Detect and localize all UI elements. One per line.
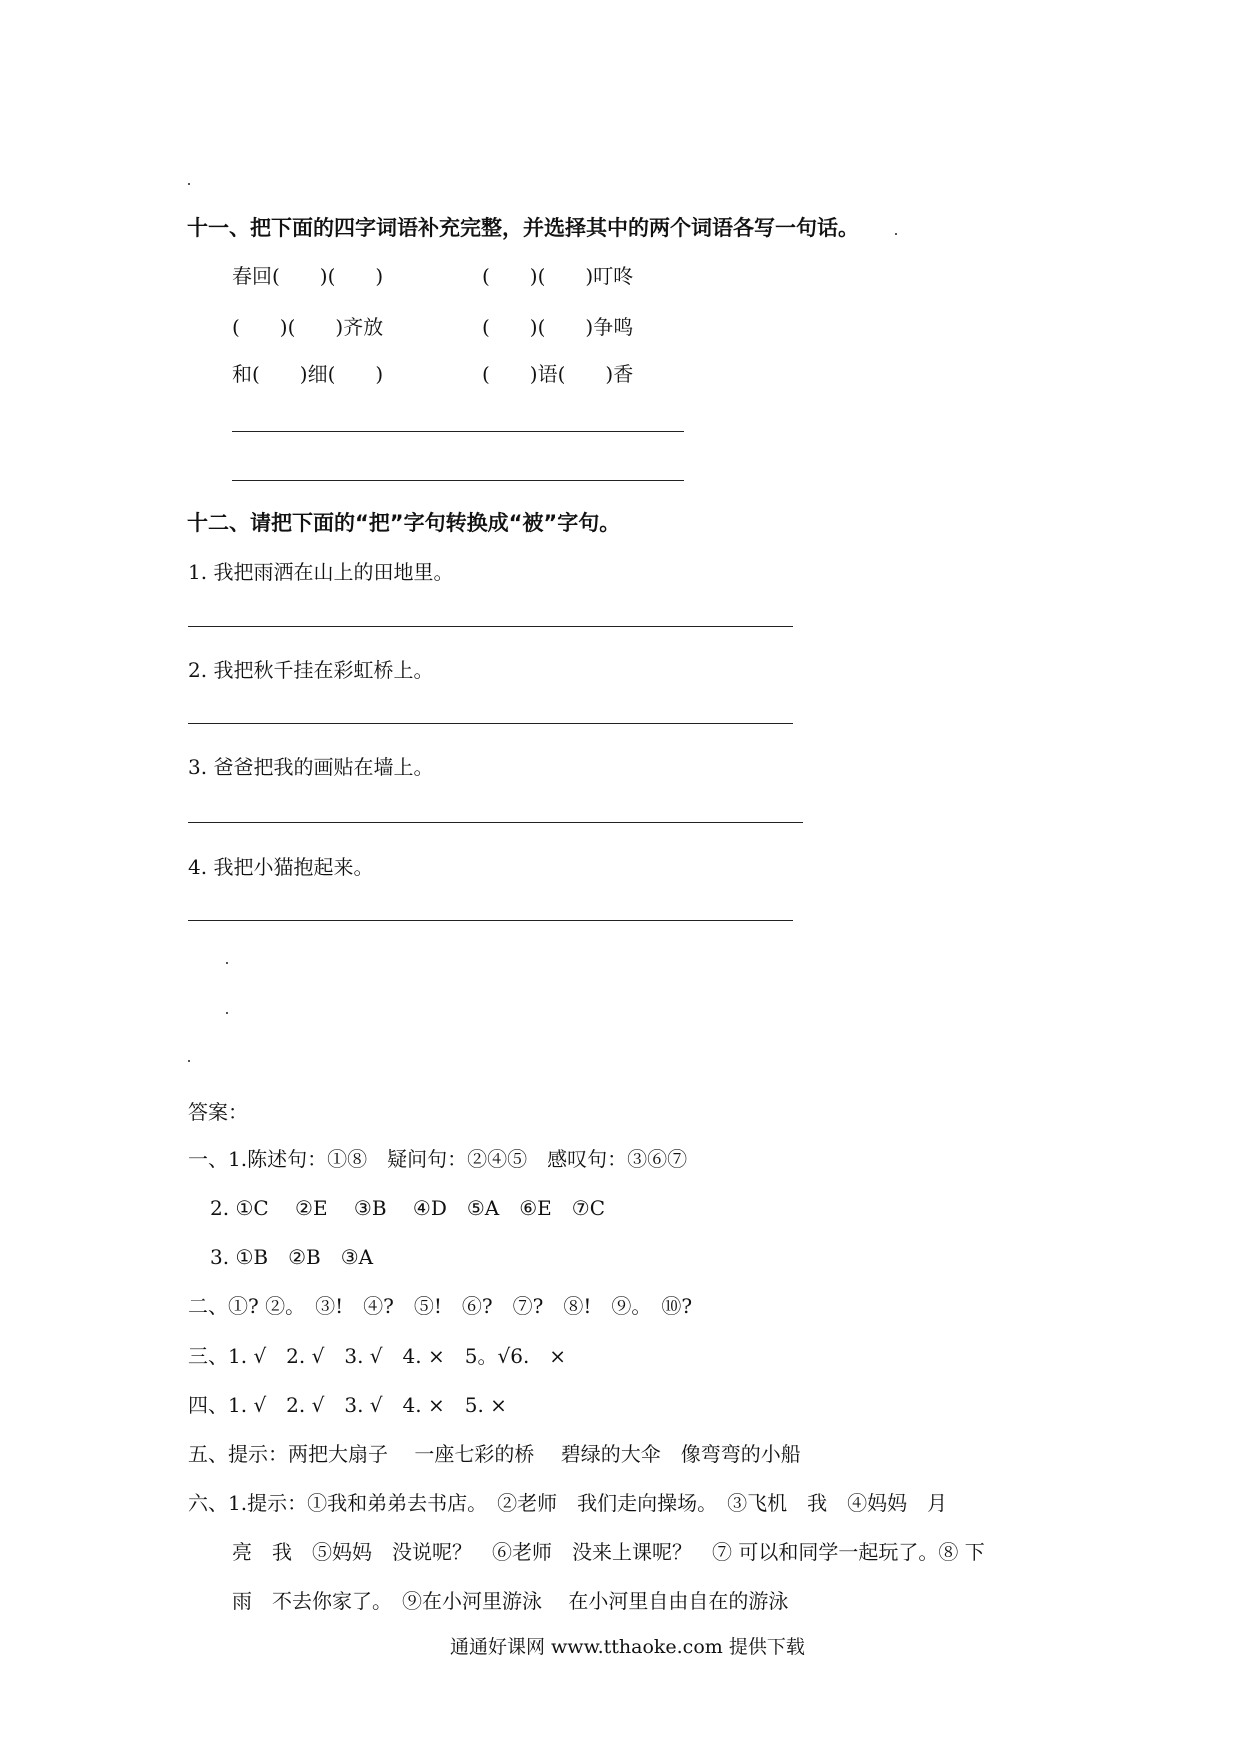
scan-dot: [895, 233, 897, 235]
answer-line-6-cont: 亮 我 ⑤妈妈 没说呢？ ⑥老师 没来上课呢？ ⑦ 可以和同学一起玩了。⑧ 下: [232, 1540, 985, 1564]
section-12-title: 十二、请把下面的“把”字句转换成“被”字句。: [187, 511, 621, 535]
answer-line-3: 三、1. √ 2. √ 3. √ 4. × 5。√6. ×: [188, 1344, 567, 1368]
answer-line: [188, 723, 793, 724]
scan-dot: [188, 1060, 190, 1062]
sentence-item: 2. 我把秋千挂在彩虹桥上。: [188, 658, 434, 682]
footer-credit: 通通好课网 www.tthaoke.com 提供下载: [450, 1636, 805, 1658]
sentence-item: 3. 爸爸把我的画贴在墙上。: [188, 755, 434, 779]
answer-line-5: 五、提示：两把大扇子 一座七彩的桥 碧绿的大伞 像弯弯的小船: [188, 1442, 801, 1466]
idiom-blank: 和( )细( ): [232, 362, 384, 386]
answer-line-4: 四、1. √ 2. √ 3. √ 4. × 5. ×: [188, 1393, 507, 1417]
scan-dot: [226, 962, 228, 964]
answer-line: [188, 626, 793, 627]
answer-line-6: 六、1.提示：①我和弟弟去书店。 ②老师 我们走向操场。 ③飞机 我 ④妈妈 月: [188, 1491, 948, 1515]
idiom-blank: ( )( )叮咚: [482, 264, 634, 288]
answer-line-2: 二、①? ②。 ③! ④? ⑤! ⑥? ⑦? ⑧! ⑨。 ⑩?: [188, 1294, 693, 1318]
section-11-title: 十一、把下面的四字词语补充完整，并选择其中的两个词语各写一句话。: [187, 216, 859, 240]
answer-line-1-3: 3. ①B ②B ③A: [210, 1245, 374, 1269]
answers-label: 答案：: [188, 1100, 248, 1124]
answer-line: [188, 920, 793, 921]
answer-line: [188, 822, 803, 823]
idiom-blank: 春回( )( ): [232, 264, 384, 288]
idiom-blank: ( )( )齐放: [232, 315, 384, 339]
answer-line-1-2: 2. ①C ②E ③B ④D ⑤A ⑥E ⑦C: [210, 1196, 605, 1220]
answer-line-6-cont: 雨 不去你家了。 ⑨在小河里游泳 在小河里自由自在的游泳: [232, 1589, 789, 1613]
sentence-item: 1. 我把雨洒在山上的田地里。: [188, 560, 454, 584]
idiom-blank: ( )语( )香: [482, 362, 634, 386]
scan-dot: [226, 1012, 228, 1014]
idiom-blank: ( )( )争鸣: [482, 315, 634, 339]
writing-line: [232, 480, 684, 481]
sentence-item: 4. 我把小猫抱起来。: [188, 855, 374, 879]
answer-line-1: 一、1.陈述句：①⑧ 疑问句：②④⑤ 感叹句：③⑥⑦: [188, 1147, 688, 1171]
writing-line: [232, 431, 684, 432]
scan-dot: [188, 183, 190, 185]
